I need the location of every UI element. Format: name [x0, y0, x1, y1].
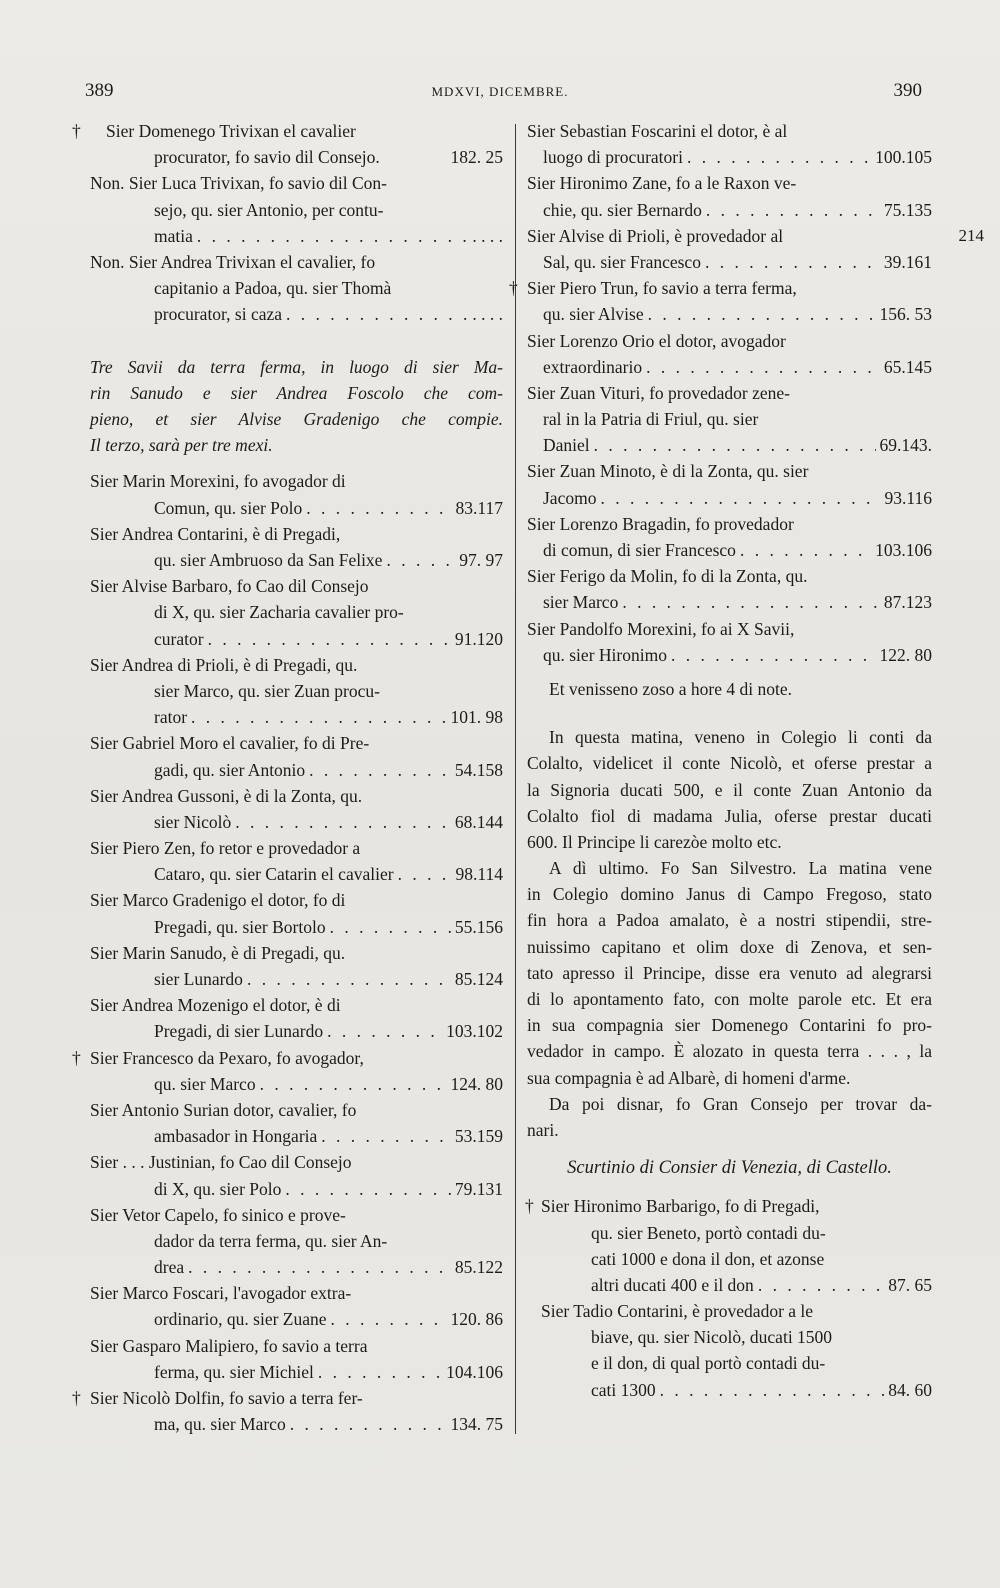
entry-text: extraordinario — [543, 356, 643, 377]
entry-line — [527, 1220, 932, 1246]
entry-line — [90, 626, 503, 652]
entry-text: Sier Piero Zen, fo retor e provedador a — [90, 838, 361, 859]
entry-text: Sier Pandolfo Morexini, fo ai X Savii, — [527, 618, 795, 639]
entry-text: sier Marco, qu. sier Zuan procu- — [154, 680, 380, 701]
dot-leader — [331, 1306, 447, 1332]
entry-text: ral in la Patria di Friul, qu. sier — [543, 409, 759, 430]
vote-count: 156. 53 — [879, 304, 932, 325]
vote-count: 87. 65 — [888, 1274, 932, 1295]
entry-text: Cataro, qu. sier Catarin el cavalier — [154, 864, 394, 885]
entry-line — [90, 914, 503, 940]
vote-count: 53.159 — [454, 1126, 503, 1147]
dot-leader — [648, 301, 876, 327]
spacer — [90, 328, 503, 354]
dot-leader — [706, 197, 880, 223]
entry-text: Sier Zuan Vituri, fo provedador zene- — [527, 382, 790, 403]
vote-count: 134. 75 — [450, 1414, 503, 1435]
entry-line — [90, 547, 503, 573]
paragraph-line: Colalto, videlicet il conte Nicolò, et oferse prestar a — [527, 753, 932, 774]
entry-text: biave, qu. sier Nicolò, ducati 1500 — [591, 1327, 833, 1348]
entry-text: e il don, di qual portò contadi du- — [591, 1353, 826, 1374]
paragraph-line: Da poi disnar, fo Gran Consejo per trovar da- — [549, 1093, 932, 1114]
entry-text: Sier Marco Gradenigo el dotor, fo di — [90, 890, 346, 911]
entry-line — [527, 642, 932, 668]
vote-count: 98.114 — [455, 864, 503, 885]
entry-line — [90, 1228, 503, 1254]
entry-line — [527, 1193, 932, 1219]
entry-line — [90, 468, 503, 494]
vote-count: . . . . — [472, 225, 503, 246]
entry-text: sier Nicolò — [154, 811, 232, 832]
entry-text: Pregadi, di sier Lunardo — [154, 1021, 324, 1042]
entry-text: Sier Domenego Trivixan el cavalier — [106, 121, 356, 141]
vote-count: 97. 97 — [459, 550, 503, 570]
vote-count: 120. 86 — [450, 1309, 503, 1330]
vote-count: . . . . — [472, 304, 503, 325]
paragraph-line: fin hora a Padoa amalato, è a nostri stipendii, stre- — [527, 910, 932, 931]
entry-line — [90, 301, 503, 327]
entry-text: sejo, qu. sier Antonio, per contu- — [154, 199, 384, 220]
vote-count: 65.145 — [883, 356, 932, 377]
vote-count: 83.117 — [455, 497, 503, 518]
vote-count: 103.102 — [446, 1021, 503, 1042]
entry-line — [527, 328, 932, 354]
entry-line — [509, 275, 932, 301]
spacer — [90, 458, 503, 468]
entry-text: ma, qu. sier Marco — [154, 1414, 286, 1435]
dot-leader — [594, 432, 876, 458]
entry-line — [527, 1350, 932, 1376]
entry-line — [527, 589, 932, 615]
dot-leader — [758, 1272, 884, 1298]
entry-text: di X, qu. sier Zacharia cavalier pro- — [154, 602, 404, 623]
entry-text: Sier Gabriel Moro el cavalier, fo di Pre- — [90, 733, 370, 754]
vote-count: 100.105 — [875, 147, 932, 168]
entry-line — [527, 1272, 932, 1298]
column-divider — [515, 124, 516, 1434]
entry-line — [527, 1377, 932, 1403]
entry-text: ordinario, qu. sier Zuane — [154, 1309, 327, 1330]
vote-count: 103.106 — [875, 540, 932, 560]
entry-text: ambasador in Hongaria — [154, 1126, 318, 1147]
entry-text: di X, qu. sier Polo — [154, 1178, 282, 1199]
cross-mark: † — [525, 1196, 534, 1217]
entry-text: Non. Sier Andrea Trivixan el cavalier, fo — [90, 251, 376, 272]
entry-line — [527, 537, 932, 563]
entry-line — [90, 573, 503, 599]
dot-leader — [327, 1018, 442, 1044]
entry-line — [90, 144, 503, 170]
entry-text: luogo di procuratori — [543, 147, 683, 168]
entry-text: rator — [154, 707, 188, 728]
entry-line — [90, 1306, 503, 1332]
entry-text: Sier Sebastian Foscarini el dotor, è al — [527, 121, 788, 141]
entry-line — [90, 1018, 503, 1044]
dot-leader — [235, 809, 451, 835]
cross-mark: † — [72, 1047, 81, 1068]
entry-line — [90, 275, 503, 301]
entry-line — [90, 652, 503, 678]
entry-text: sier Marco — [543, 592, 619, 613]
paragraph-line: Colalto fiol di madama Julia, oferse prestar ducati — [527, 805, 932, 826]
paragraph-line: nuissimo capitano et olim doxe di Zenova, et sen- — [527, 936, 932, 957]
entry-line — [90, 1071, 503, 1097]
entry-text: Sier Lorenzo Orio el dotor, avogador — [527, 330, 786, 351]
spacer — [527, 702, 932, 724]
entry-text: Sier Andrea Contarini, è di Pregadi, — [90, 523, 341, 544]
vote-count: 182. 25 — [450, 147, 503, 168]
entry-text: Sal, qu. sier Francesco — [543, 251, 701, 272]
cross-mark: † — [509, 278, 518, 299]
dot-leader — [188, 1254, 451, 1280]
dot-leader — [330, 914, 451, 940]
entry-line — [90, 1123, 503, 1149]
entry-line — [527, 380, 932, 406]
dot-leader — [285, 1176, 451, 1202]
paragraph-line: di lo apontamento fato, con molte parole etc. Et era — [527, 989, 932, 1009]
entry-text: Sier Alvise di Prioli, è provedador al — [527, 225, 784, 246]
cross-mark: † — [72, 1388, 81, 1408]
entry-line — [527, 458, 932, 484]
entry-text: Sier Lorenzo Bragadin, fo provedador — [527, 513, 794, 534]
vote-count: 124. 80 — [450, 1073, 503, 1094]
dot-leader — [286, 301, 468, 327]
dot-leader — [622, 589, 880, 615]
entry-line — [90, 1333, 503, 1359]
vote-count: 79.131 — [454, 1178, 503, 1199]
entry-text: Sier Marco Foscari, l'avogador extra- — [90, 1283, 352, 1304]
vote-count: 68.144 — [454, 811, 503, 832]
entry-text: drea — [154, 1257, 185, 1278]
entry-text: Non. Sier Luca Trivixan, fo savio dil Con- — [90, 173, 387, 194]
entry-line — [90, 599, 503, 625]
entry-line — [90, 678, 503, 704]
paragraph-line: in Colegio domino Janus di Campo Fregoso, stato — [527, 884, 932, 905]
dot-leader — [191, 704, 446, 730]
entry-line — [90, 197, 503, 223]
spacer — [527, 1143, 932, 1155]
section-heading: Tre Savii da terra ferma, in luogo di sier Ma- — [90, 356, 503, 377]
entry-line — [90, 783, 503, 809]
entry-line — [90, 835, 503, 861]
dot-leader — [646, 354, 880, 380]
entry-text: cati 1300 — [591, 1379, 656, 1400]
entry-text: Sier Alvise Barbaro, fo Cao dil Consejo — [90, 576, 369, 597]
spacer — [527, 668, 932, 676]
entry-line — [527, 197, 932, 223]
entry-line — [527, 1298, 932, 1324]
cross-mark: † — [72, 121, 81, 141]
entry-line — [527, 249, 932, 275]
paragraph-line: sua compagnia è ad Albarè, di homeni d'arme. — [527, 1067, 851, 1088]
paragraph-line: la Signoria ducati 500, e il conte Zuan Antonio da — [527, 779, 932, 800]
entry-text: gadi, qu. sier Antonio — [154, 759, 306, 780]
entry-text: Sier . . . Justinian, fo Cao dil Consejo — [90, 1152, 352, 1173]
entry-line — [90, 966, 503, 992]
entry-text: procurator, si caza — [154, 304, 283, 325]
entry-text: qu. sier Beneto, portò contadi du- — [591, 1222, 826, 1243]
entry-line — [90, 730, 503, 756]
closing-note: Et venisseno zoso a hore 4 di note. — [549, 678, 793, 699]
entry-text: ferma, qu. sier Michiel — [154, 1361, 314, 1382]
entry-line — [527, 301, 932, 327]
margin-number: 214 — [958, 225, 984, 245]
section-heading: pieno, et sier Alvise Gradenigo che compie. — [90, 409, 503, 430]
entry-line — [90, 1149, 503, 1175]
left-column — [72, 118, 503, 1437]
dot-leader — [260, 1071, 447, 1097]
entry-text: Sier Francesco da Pexaro, fo avogador, — [90, 1047, 364, 1068]
entry-line — [527, 118, 932, 144]
spacer — [527, 1181, 932, 1193]
vote-count: 122. 80 — [879, 644, 932, 665]
dot-leader — [740, 537, 871, 563]
entry-line — [90, 861, 503, 887]
entry-text: Daniel — [543, 435, 590, 456]
dot-leader — [398, 861, 452, 887]
vote-count: 84. 60 — [888, 1379, 932, 1400]
vote-count: 75.135 — [883, 199, 932, 220]
paragraph-line: tato apresso il Principe, disse era venuto ad alegrarsi — [527, 962, 932, 983]
entry-text: qu. sier Hironimo — [543, 644, 667, 665]
entry-text: qu. sier Alvise — [543, 304, 644, 325]
entry-text: qu. sier Ambruoso da San Felixe — [154, 550, 383, 570]
entry-line — [90, 521, 503, 547]
vote-count: 85.124 — [454, 969, 503, 989]
running-title: MDXVI, DICEMBRE. — [431, 84, 569, 99]
entry-text: Sier Andrea Gussoni, è di la Zonta, qu. — [90, 785, 363, 806]
entry-line — [90, 249, 503, 275]
right-column — [509, 118, 984, 1403]
entry-line — [527, 144, 932, 170]
entry-line — [90, 704, 503, 730]
entry-text: Sier Nicolò Dolfin, fo savio a terra fer- — [90, 1388, 363, 1408]
entry-text: qu. sier Marco — [154, 1073, 256, 1094]
vote-count: 39.161 — [883, 251, 932, 272]
entry-text: Sier Piero Trun, fo savio a terra ferma, — [527, 278, 797, 299]
section-heading: Scurtinio di Consier di Venezia, di Castello. — [567, 1158, 892, 1179]
vote-count: 69.143. — [879, 435, 932, 456]
entry-line — [90, 1254, 503, 1280]
entry-line — [527, 616, 932, 642]
entry-line — [527, 1324, 932, 1350]
entry-line — [90, 1280, 503, 1306]
entry-text: Sier Andrea di Prioli, è di Pregadi, qu. — [90, 654, 358, 675]
paragraph-line: In questa matina, veneno in Colegio li conti da — [549, 727, 932, 748]
entry-line — [527, 432, 932, 458]
paragraph-line: vedador in campo. È alozato in questa terra . . . , la — [527, 1041, 932, 1062]
dot-leader — [290, 1411, 447, 1437]
entry-text: Comun, qu. sier Polo — [154, 497, 303, 518]
vote-count: 91.120 — [454, 628, 503, 649]
entry-line — [90, 1359, 503, 1385]
paragraph-line: A dì ultimo. Fo San Silvestro. La matina vene — [549, 858, 932, 879]
section-heading: Il terzo, sarà per tre mexi. — [90, 435, 273, 456]
vote-count: 93.116 — [884, 487, 932, 508]
entry-text: Sier Marin Sanudo, è di Pregadi, qu. — [90, 942, 346, 963]
entry-text: Sier Vetor Capelo, fo sinico e prove- — [90, 1204, 346, 1225]
entry-line — [527, 170, 932, 196]
vote-count: 54.158 — [454, 759, 503, 780]
dot-leader — [321, 1123, 451, 1149]
entry-line — [90, 757, 503, 783]
entry-line — [72, 118, 503, 144]
entry-text: altri ducati 400 e il don — [591, 1274, 754, 1295]
section-heading: rin Sanudo e sier Andrea Foscolo che com- — [90, 382, 503, 403]
entry-line — [72, 1045, 503, 1071]
right-page-number: 390 — [893, 80, 922, 101]
vote-count: 85.122 — [454, 1257, 503, 1278]
dot-leader — [247, 966, 451, 992]
entry-line — [90, 1411, 503, 1437]
paragraph-line: in sua compagnia sier Domenego Contarini fo pro- — [527, 1015, 932, 1036]
entry-text: di comun, di sier Francesco — [543, 540, 736, 560]
entry-text: Jacomo — [543, 487, 597, 508]
dot-leader — [386, 547, 455, 573]
entry-text: Sier Marin Morexini, fo avogador di — [90, 471, 346, 492]
vote-count: 104.106 — [446, 1361, 503, 1382]
entry-text: Sier Zuan Minoto, è di la Zonta, qu. sier — [527, 461, 809, 482]
entry-line — [90, 1202, 503, 1228]
entry-line — [527, 354, 932, 380]
entry-line — [90, 1097, 503, 1123]
dot-leader — [309, 757, 451, 783]
entry-text: Sier Andrea Mozenigo el dotor, è di — [90, 995, 341, 1016]
entry-line — [527, 485, 932, 511]
entry-text: Sier Tadio Contarini, è provedador a le — [541, 1301, 814, 1322]
vote-count: 101. 98 — [450, 707, 503, 728]
vote-count: 55.156 — [454, 916, 503, 937]
entry-text: chie, qu. sier Bernardo — [543, 199, 702, 220]
entry-text: Sier Hironimo Zane, fo a le Raxon ve- — [527, 173, 797, 194]
entry-line — [90, 495, 503, 521]
entry-line — [90, 809, 503, 835]
entry-line — [527, 223, 984, 249]
entry-text: matia — [154, 225, 193, 246]
entry-line — [90, 940, 503, 966]
entry-text: capitanio a Padoa, qu. sier Thomà — [154, 278, 392, 299]
paragraph-line: 600. Il Principe li carezòe molto etc. — [527, 831, 782, 852]
entry-line — [527, 1246, 932, 1272]
entry-line — [527, 563, 932, 589]
dot-leader — [197, 223, 469, 249]
entry-line — [90, 223, 503, 249]
dot-leader — [671, 642, 876, 668]
entry-text: curator — [154, 628, 204, 649]
entry-line — [527, 406, 932, 432]
vote-count: 87.123 — [883, 592, 932, 613]
entry-text: Sier Gasparo Malipiero, fo savio a terra — [90, 1335, 368, 1356]
dot-leader — [687, 144, 871, 170]
entry-text: dador da terra ferma, qu. sier An- — [154, 1230, 388, 1251]
paragraph-line: nari. — [527, 1119, 559, 1140]
entry-line — [72, 1385, 503, 1411]
entry-text: cati 1000 e dona il don, et azonse — [591, 1248, 825, 1269]
entry-text: procurator, fo savio dil Consejo. — [154, 147, 380, 168]
left-page-number: 389 — [85, 80, 114, 101]
entry-text: sier Lunardo — [154, 969, 243, 989]
entry-text: Sier Hironimo Barbarigo, fo di Pregadi, — [541, 1196, 820, 1217]
dot-leader — [208, 626, 451, 652]
entry-text: Sier Ferigo da Molin, fo di la Zonta, qu. — [527, 566, 808, 587]
entry-text: Pregadi, qu. sier Bortolo — [154, 916, 326, 937]
entry-line — [527, 511, 932, 537]
entry-line — [90, 887, 503, 913]
dot-leader — [660, 1377, 885, 1403]
entry-line — [90, 170, 503, 196]
dot-leader — [600, 485, 880, 511]
dot-leader — [705, 249, 880, 275]
entry-line — [90, 992, 503, 1018]
entry-line — [90, 1176, 503, 1202]
dot-leader — [306, 495, 451, 521]
dot-leader — [318, 1359, 442, 1385]
entry-text: Sier Antonio Surian dotor, cavalier, fo — [90, 1099, 357, 1120]
